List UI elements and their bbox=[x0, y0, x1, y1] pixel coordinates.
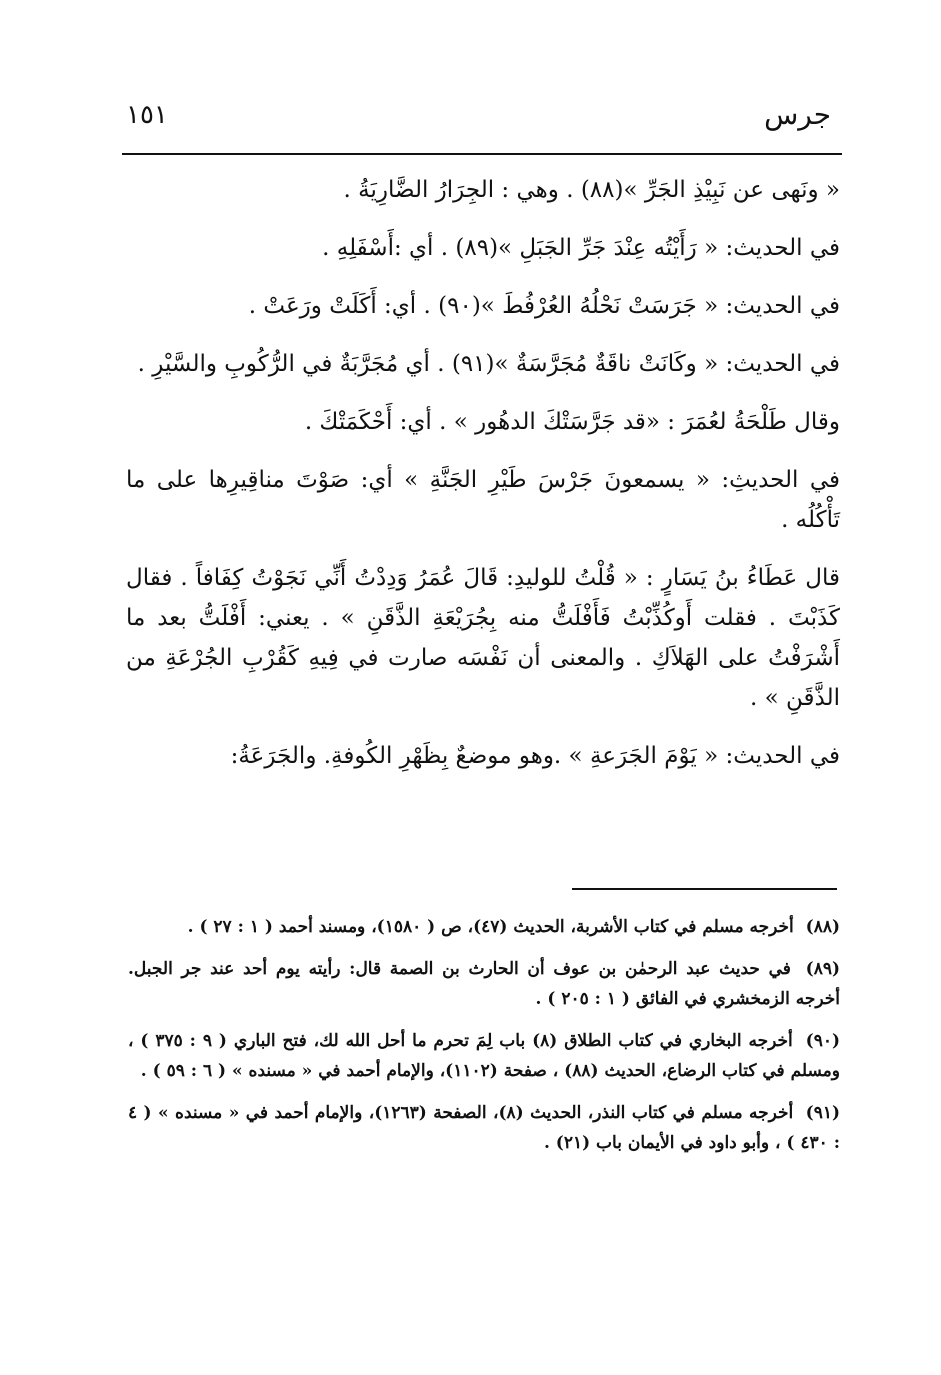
footnote-number: (٨٨) bbox=[805, 917, 840, 937]
footnote-number: (٩٠) bbox=[805, 1031, 840, 1051]
header-rule bbox=[122, 153, 842, 155]
paragraph: في الحديث: « يَوْمَ الجَرَعةِ » .وهو موضعٌ بِظَهْرِ الكُوفةِ. والجَرَعَةُ: bbox=[230, 743, 840, 769]
paragraph: في الحديث: « جَرَسَتْ نَحْلُهُ العُرْفُطَ »(٩٠) . أي: أَكَلَتْ ورَعَتْ . bbox=[248, 293, 840, 319]
footnotes bbox=[128, 912, 840, 1170]
footnote bbox=[128, 954, 840, 1014]
page-number: ١٥١ bbox=[126, 100, 168, 130]
footnote-text: أخرجه البخاري في كتاب الطلاق (٨) باب لِمَ تحرم ما أحل الله لك، فتح الباري ( ٩ : ٣٧٥ ) ، ومسلم في كتاب الرضاع، الحديث (٨٨) ، صفحة (١١٠٢)، والإمام أحمد في « مسنده » ( ٦ : ٥٩ ) . bbox=[128, 1031, 840, 1081]
footnote-text: أخرجه مسلم في كتاب الأشربة، الحديث (٤٧)، ص ( ١٥٨٠)، ومسند أحمد ( ١ : ٢٧ ) . bbox=[187, 917, 794, 937]
paragraph: وقال طَلْحَةُ لعُمَرَ : «قد جَرَّسَتْكَ الدهُور » . أي: أَحْكَمَتْكَ . bbox=[304, 409, 840, 435]
footnote-separator bbox=[572, 888, 837, 890]
footnote-text: أخرجه مسلم في كتاب النذر، الحديث (٨)، الصفحة (١٢٦٣)، والإمام أحمد في « مسنده » ( ٤ : ٤٣٠ ) ، وأبو داود في الأيمان باب (٢١) . bbox=[128, 1103, 840, 1153]
footnote bbox=[128, 1098, 840, 1158]
paragraph: في الحديث: « وكَانَتْ ناقَةٌ مُجَرَّسَةٌ »(٩١) . أي مُجَرَّبَةٌ في الرُّكُوبِ والسَّيْرِ . bbox=[137, 351, 840, 377]
footnote-text: في حديث عبد الرحمٰن بن عوف أن الحارث بن الصمة قال: رأيته يوم أحد عند جر الجبل. أخرجه الزمخشري في الفائق ( ١ : ٢٠٥ ) . bbox=[128, 959, 840, 1009]
paragraph: « ونَهى عن نَبِيْذِ الجَرِّ »(٨٨) . وهي : الجِرَارُ الضَّارِيَةُ . bbox=[343, 177, 840, 203]
footnote bbox=[128, 912, 840, 942]
footnote-number: (٨٩) bbox=[805, 959, 841, 979]
footnote bbox=[128, 1026, 840, 1086]
main-text bbox=[126, 170, 840, 794]
paragraph: قال عَطَاءُ بنُ يَسَارٍ : « قُلْتُ للوليدِ: قَالَ عُمَرُ وَدِدْتُ أَنِّي نَجَوْتُ كِفَافاً . فقال كَذَبْتَ . فقلت أَوكُذِّبْتُ فَأَفْلَتُّ منه بِجُرَيْعَةِ الذَّقَنِ » . يعني: أَفْلَتُّ بعد ما أَشْرَفْتُ على الهَلاَكِ . والمعنى أن نَفْسَه صارت في فِيهِ كَقُرْبِ الجُرْعَةِ من الذَّقَنِ » . bbox=[126, 565, 840, 711]
paragraph: في الحديث: « رَأَيْتُه عِنْدَ جَرِّ الجَبَلِ »(٨٩) . أي :أَسْفَلِهِ . bbox=[322, 235, 840, 261]
paragraph: في الحديثِ: « يسمعونَ جَرْسَ طَيْرِ الجَنَّةِ » أي: صَوْتَ مناقِيرِها على ما تَأْكُلُه . bbox=[126, 467, 840, 533]
running-header-title: جرس bbox=[764, 98, 831, 131]
footnote-number: (٩١) bbox=[805, 1103, 840, 1123]
